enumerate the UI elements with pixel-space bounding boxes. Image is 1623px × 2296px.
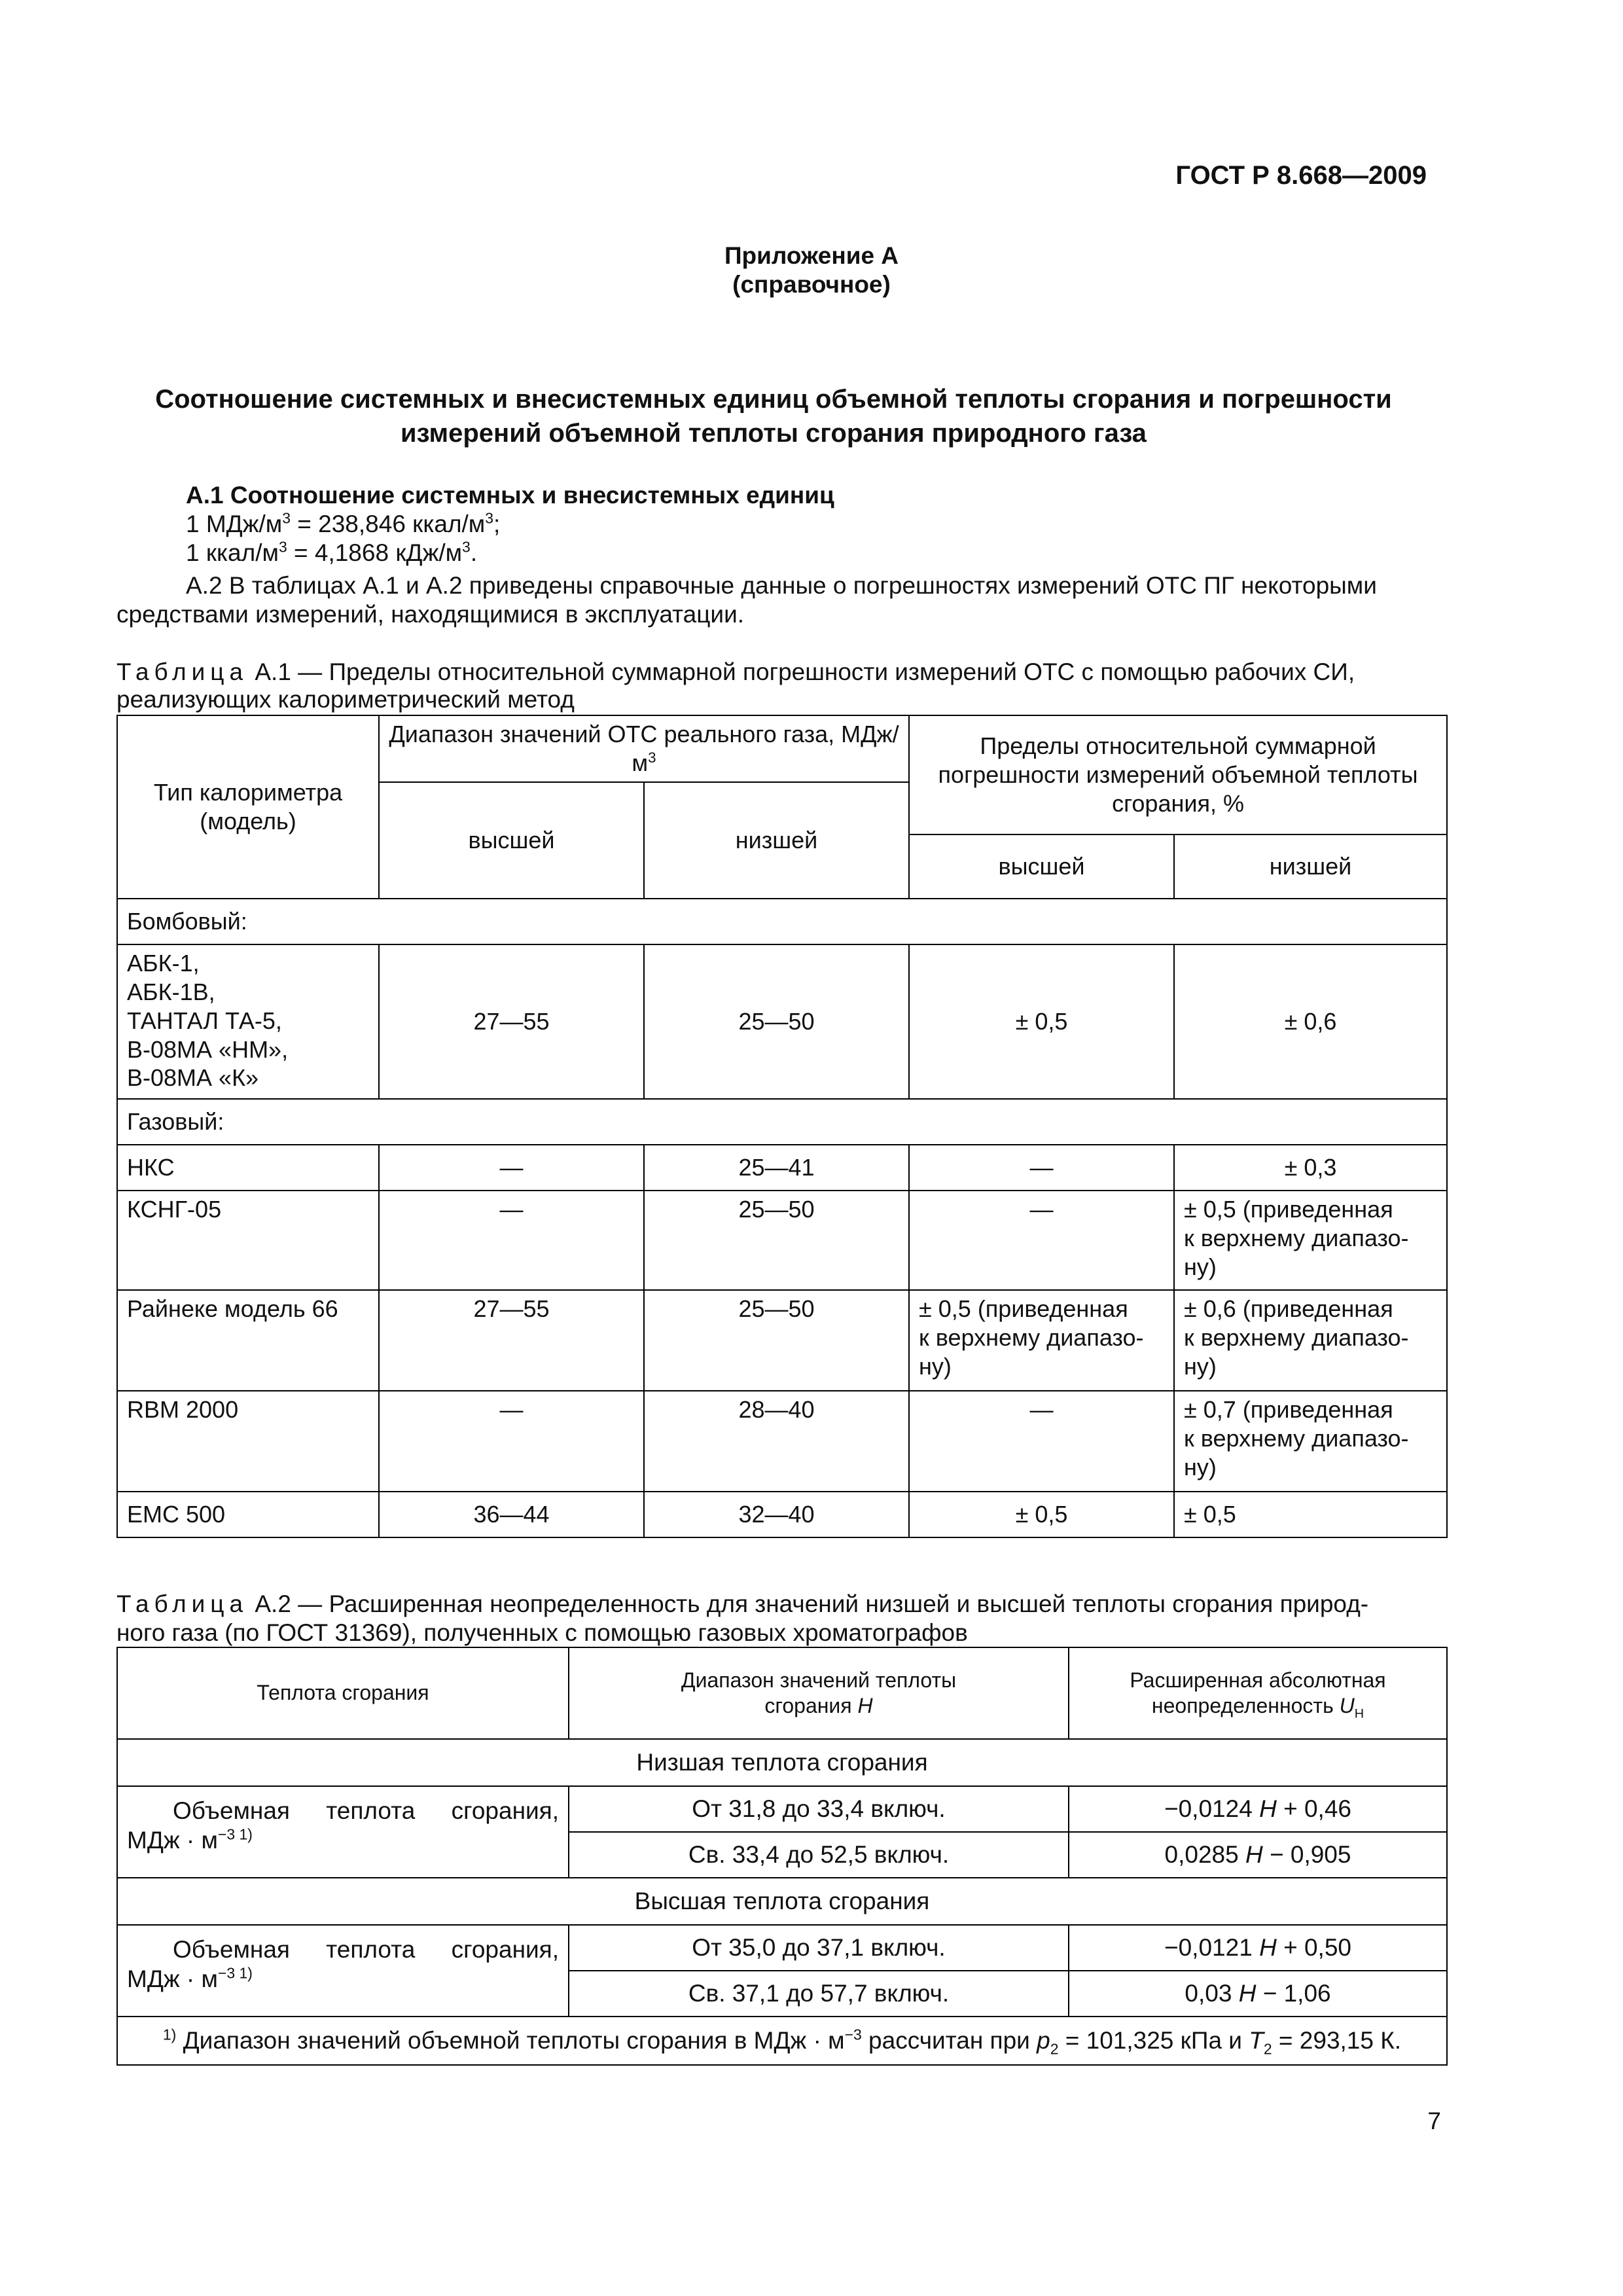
section-title-line2: измерений объемной теплоты сгорания природного газа xyxy=(401,419,1147,448)
table-row: КСНГ-05 — 25—50 — ± 0,5 (приведенная к верхнему диапазо- ну) xyxy=(117,1191,1447,1290)
table-row: ЕМС 500 36—44 32—40 ± 0,5 ± 0,5 xyxy=(117,1492,1447,1537)
table1-col-err-low: низшей xyxy=(1174,834,1447,899)
table2-col-range: Диапазон значений теплоты сгорания H xyxy=(569,1647,1069,1739)
table-a2 xyxy=(116,1647,1448,2066)
document-code: ГОСТ Р 8.668—2009 xyxy=(1175,161,1427,190)
table1-col-type: Тип калориметра (модель) xyxy=(117,715,379,899)
page-number: 7 xyxy=(1427,2108,1441,2134)
table2-section-low: Низшая теплота сгорания xyxy=(117,1739,1447,1786)
table-row: Объемная теплота сгорания, МДж · $м^{-3 1)}$ От 35,0 до 37,1 включ. −0,0121 H + 0,50 xyxy=(117,1925,1447,1971)
table-row: RBM 2000 — 28—40 — ± 0,7 (приведенная к верхнему диапазо- ну) xyxy=(117,1391,1447,1492)
table1-col-range-low: низшей xyxy=(644,782,909,899)
table-row: Объемная теплота сгорания, МДж · $м^{-3 1)}$ От 31,8 до 33,4 включ. −0,0124 H + 0,46 xyxy=(117,1786,1447,1832)
table1-caption-line1: Таблица А.1 — Пределы относительной суммарной погрешности измерений ОТС с помощью рабочих СИ, xyxy=(116,658,1355,685)
table-row: АБК-1, АБК-1В, ТАНТАЛ ТА-5, В-08МА «НМ», В-08МА «К» 27—55 25—50 ± 0,5 ± 0,6 xyxy=(117,944,1447,1099)
table1-group-bomb: Бомбовый: xyxy=(117,899,1447,944)
appendix-subtitle: (справочное) xyxy=(732,271,891,298)
table1-col-limits: Пределы относительной суммарной погрешности измерений объемной теплоты сгорания, % xyxy=(909,715,1447,834)
table1-col-range-high: высшей xyxy=(379,782,644,899)
table2-caption-line1: Таблица А.2 — Расширенная неопределенность для значений низшей и высшей теплоты сгорания природ- xyxy=(116,1590,1369,1617)
table1-col-range: Диапазон значений ОТС реального газа, МДж/$м^3$ xyxy=(379,715,909,782)
table-row: Райнеке модель 66 27—55 25—50 ± 0,5 (приведенная к верхнему диапазо- ну) ± 0,6 (приведенная к верхнему диапазо- ну) xyxy=(117,1290,1447,1391)
a1-equation-1: 1 МДж/$м^3 = 238,846$ ккал/$м^3$; xyxy=(186,509,501,537)
table2-footnote: $^{1)}$ Диапазон значений объемной теплоты сгорания в МДж · $м^{-3}$ рассчитан при $p_2 = 101,325$ кПа и $T_2 = 293,15$ К. xyxy=(117,2017,1447,2065)
a1-heading: А.1 Соотношение системных и внесистемных единиц xyxy=(186,482,834,509)
table2-caption-line2: ного газа (по ГОСТ 31369), полученных с помощью газовых хроматографов xyxy=(116,1619,968,1646)
table2-section-high: Высшая теплота сгорания xyxy=(117,1878,1447,1925)
a2-text-line2: средствами измерений, находящимися в эксплуатации. xyxy=(116,601,745,628)
section-title-line1: Соотношение системных и внесистемных единиц объемной теплоты сгорания и погрешности xyxy=(155,385,1392,414)
table-row: Св. 33,4 до 52,5 включ. 0,0285 H − 0,905 xyxy=(117,1832,1447,1878)
table1-col-err-high: высшей xyxy=(909,834,1174,899)
table1-caption-line2: реализующих калориметрический метод xyxy=(116,686,575,713)
table-a1 xyxy=(116,715,1448,1538)
a2-text-line1: А.2 В таблицах А.1 и А.2 приведены справочные данные о погрешностях измерений ОТС ПГ некоторыми xyxy=(186,572,1377,599)
table-row: НКС — 25—41 — ± 0,3 xyxy=(117,1145,1447,1191)
table-row: Св. 37,1 до 57,7 включ. 0,03 H − 1,06 xyxy=(117,1971,1447,2017)
a1-equation-2: 1 ккал/$м^3 = 4,1868$ кДж/$м^3$. xyxy=(186,538,478,566)
table2-col-heat: Теплота сгорания xyxy=(117,1647,569,1739)
table2-col-uncertainty: Расширенная абсолютная неопределенность $U_Н$ xyxy=(1069,1647,1447,1739)
table1-group-gas: Газовый: xyxy=(117,1099,1447,1145)
appendix-title: Приложение А xyxy=(724,242,899,269)
